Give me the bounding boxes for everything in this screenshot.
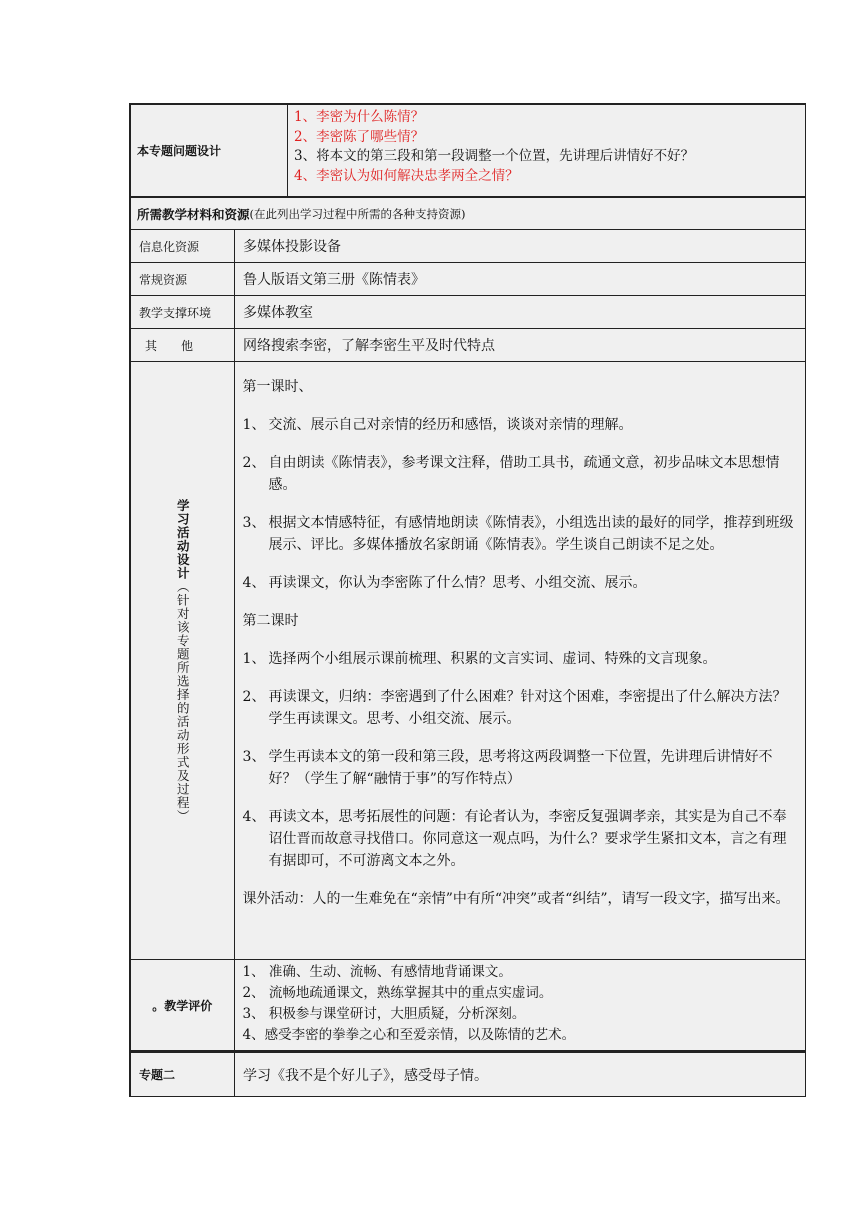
resource-row [131, 230, 805, 263]
resource-value: 多媒体教室 [243, 305, 313, 321]
activities-label-cell [131, 362, 235, 959]
resource-value: 多媒体投影设备 [243, 239, 341, 255]
lesson1-title: 第一课时、 [242, 379, 313, 395]
topic2-value: 学习《我不是个好儿子》，感受母子情。 [243, 1067, 488, 1084]
question-1: 1、李密为什么陈情？ [294, 109, 425, 125]
problem-questions [288, 105, 694, 196]
activities-label-note: （针对该专题所选择的活动形式及过程） [175, 579, 191, 823]
lesson2-item [243, 648, 797, 670]
materials-heading-row [131, 197, 805, 230]
resource-label: 教学支撑环境 [131, 296, 235, 328]
resource-row [131, 296, 805, 329]
evaluation-item: 3、 积极参与课堂研讨，大胆质疑，分析深刻。 [242, 1006, 526, 1022]
evaluation-item: 4、感受李密的拳拳之心和至爱亲情，以及陈情的艺术。 [242, 1027, 576, 1043]
lesson2-title: 第二课时 [242, 613, 299, 629]
item-text: 再读文本，思考拓展性的问题：有论者认为，李密反复强调孝亲，其实是为自己不奉诏仕晋而故意寻找借口。你同意这一观点吗，为什么？要求学生紧扣文本，言之有理有据即可，不可游离文本之外。 [268, 809, 787, 869]
item-text: 交流、展示自己对亲情的经历和感悟，谈谈对亲情的理解。 [268, 417, 633, 433]
item-number: 3、 [242, 749, 266, 765]
item-text: 再读课文，你认为李密陈了什么情？思考、小组交流、展示。 [268, 575, 647, 591]
item-text: 选择两个小组展示课前梳理、积累的文言实词、虚词、特殊的文言现象。 [268, 651, 717, 667]
item-text: 学生再读本文的第一段和第三段，思考将这两段调整一下位置，先讲理后讲情好不好？（学生了解“融情于事”的写作特点） [268, 749, 773, 787]
item-text: 自由朗读《陈情表》，参考课文注释，借助工具书，疏通文意，初步品味文本思想情感。 [268, 455, 780, 493]
item-text: 再读课文，归纳：李密遇到了什么困难？针对这个困难，李密提出了什么解决方法？学生再读课文。思考、小组交流、展示。 [268, 689, 787, 727]
lesson1-item [243, 414, 797, 436]
lesson2-item [243, 686, 797, 730]
lesson-plan-table [129, 103, 806, 1097]
item-number: 2、 [242, 689, 266, 705]
materials-heading: 所需教学材料和资源 [137, 206, 250, 222]
resource-value: 网络搜索李密，了解李密生平及时代特点 [243, 338, 495, 354]
evaluation-item: 2、 流畅地疏通课文，熟练掌握其中的重点实虚词。 [242, 985, 553, 1001]
activities-row [131, 362, 805, 960]
evaluation-content [235, 960, 805, 1050]
question-3: 3、将本文的第三段和第一段调整一个位置，先讲理后讲情好不好？ [294, 148, 695, 164]
materials-note: (在此列出学习过程中所需的各种支持资源) [249, 206, 466, 221]
item-number: 1、 [242, 651, 266, 667]
lesson2-item [243, 806, 797, 872]
item-number: 4、 [242, 575, 266, 591]
resource-label: 信息化资源 [131, 230, 235, 262]
extra-activity: 课外活动：人的一生难免在“亲情”中有所“冲突”或者“纠结”，请写一段文字，描写出来。 [242, 891, 790, 907]
lesson1-item [243, 572, 797, 594]
topic2-row [131, 1051, 805, 1096]
activities-content [235, 362, 805, 959]
question-2: 2、李密陈了哪些情？ [294, 128, 425, 145]
resource-value: 鲁人版语文第三册《陈情表》 [243, 272, 425, 288]
resource-label: 其 他 [131, 329, 235, 361]
evaluation-item: 1、 准确、生动、流畅、有感情地背诵课文。 [242, 964, 512, 980]
problem-design-row [131, 105, 805, 197]
topic2-label: 专题二 [131, 1053, 235, 1096]
table-frame [129, 103, 806, 1097]
question-4: 4、李密认为如何解决忠孝两全之情？ [294, 167, 519, 184]
item-number: 4、 [242, 809, 266, 825]
lesson1-item [243, 512, 797, 556]
resource-row [131, 263, 805, 296]
item-number: 1、 [242, 417, 266, 433]
evaluation-label: 。教学评价 [131, 960, 235, 1050]
lesson1-item [243, 452, 797, 496]
materials-heading-cell [131, 198, 805, 229]
lesson2-item [243, 746, 797, 790]
resource-label: 常规资源 [131, 263, 235, 295]
resource-row [131, 329, 805, 362]
activities-label-main: 学习活动设计 [175, 498, 191, 580]
problem-design-label: 本专题问题设计 [131, 105, 288, 196]
item-text: 根据文本情感特征，有感情地朗读《陈情表》，小组选出读的最好的同学，推荐到班级展示、评比。多媒体播放名家朗诵《陈情表》。学生谈自己朗读不足之处。 [268, 515, 794, 553]
evaluation-row [131, 960, 805, 1051]
item-number: 2、 [242, 455, 266, 471]
item-number: 3、 [242, 515, 266, 531]
activities-label [175, 499, 189, 823]
